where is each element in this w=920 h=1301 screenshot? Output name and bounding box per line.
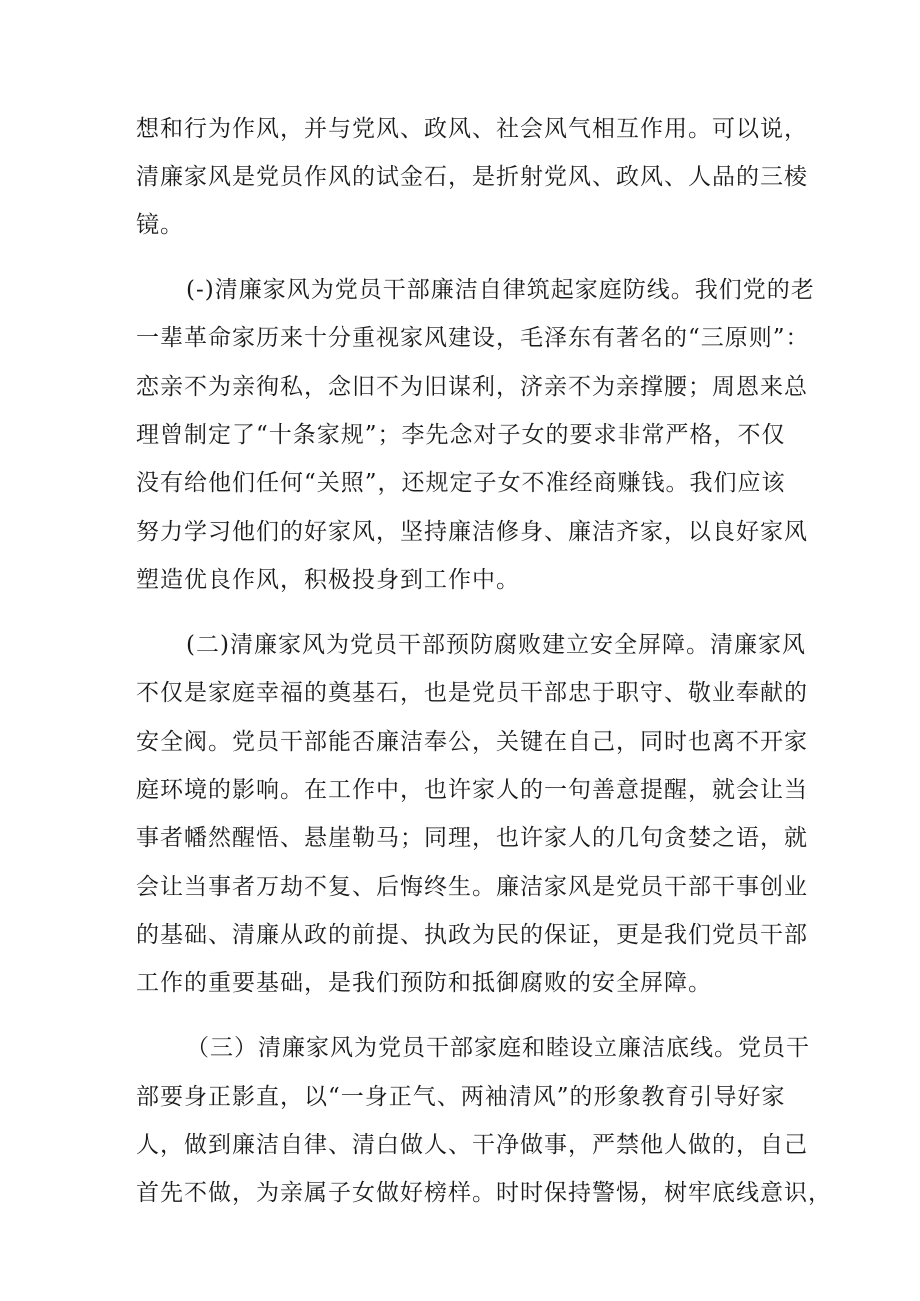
paragraph-1-line-7: 塑造优良作风，积极投身到工作中。: [136, 567, 520, 593]
paragraph-2-line-3: 安全阀。党员干部能否廉洁奉公，关键在自己，同时也离不开家: [136, 729, 808, 755]
paragraph-3-line-3: 人，做到廉洁自律、清白做人、干净做事，严禁他人做的，自己: [136, 1132, 808, 1158]
paragraph-1-line-6: 努力学习他们的好家风，坚持廉洁修身、廉洁齐家，以良好家风: [136, 519, 808, 545]
paragraph-3-line-4: 首先不做，为亲属子女做好榜样。时时保持警惕，树牢底线意识，: [136, 1180, 832, 1206]
paragraph-2-line-1: (二)清廉家风为党员干部预防腐败建立安全屏障。清廉家风: [186, 632, 806, 658]
paragraph-2-line-7: 的基础、清廉从政的前提、执政为民的保证，更是我们党员干部: [136, 922, 808, 948]
paragraph-0-line-3: 镜。: [136, 212, 184, 238]
paragraph-2-line-4: 庭环境的影响。在工作中，也许家人的一句善意提醒，就会让当: [136, 777, 808, 803]
paragraph-0-line-1: 想和行为作风，并与党风、政风、社会风气相互作用。可以说，: [136, 116, 808, 142]
paragraph-2-line-8: 工作的重要基础，是我们预防和抵御腐败的安全屏障。: [136, 970, 712, 996]
paragraph-3-line-2: 部要身正影直，以“一身正气、两袖清风”的形象教育引导好家: [136, 1084, 786, 1110]
paragraph-1-line-2: 一辈革命家历来十分重视家风建设，毛泽东有著名的“三原则”：: [136, 325, 810, 351]
paragraph-2-line-5: 事者幡然醒悟、悬崖勒马；同理，也许家人的几句贪婪之语，就: [136, 825, 808, 851]
paragraph-0-line-2: 清廉家风是党员作风的试金石，是折射党风、政风、人品的三棱: [136, 164, 808, 190]
paragraph-3-line-1: （三）清廉家风为党员干部家庭和睦设立廉洁底线。党员干: [186, 1035, 810, 1061]
paragraph-1-line-1: (-)清廉家风为党员干部廉洁自律筑起家庭防线。我们党的老: [186, 277, 815, 303]
paragraph-2-line-6: 会让当事者万劫不复、后悔终生。廉洁家风是党员干部干事创业: [136, 874, 808, 900]
paragraph-2-line-2: 不仅是家庭幸福的奠基石，也是党员干部忠于职守、敬业奉献的: [136, 680, 808, 706]
paragraph-1-line-4: 理曾制定了“十条家规”；李先念对子女的要求非常严格，不仅: [136, 422, 786, 448]
paragraph-1-line-5: 没有给他们任何“关照”，还规定子女不准经商赚钱。我们应该: [136, 470, 786, 496]
paragraph-1-line-3: 恋亲不为亲徇私，念旧不为旧谋利，济亲不为亲撑腰；周恩来总: [136, 374, 808, 400]
